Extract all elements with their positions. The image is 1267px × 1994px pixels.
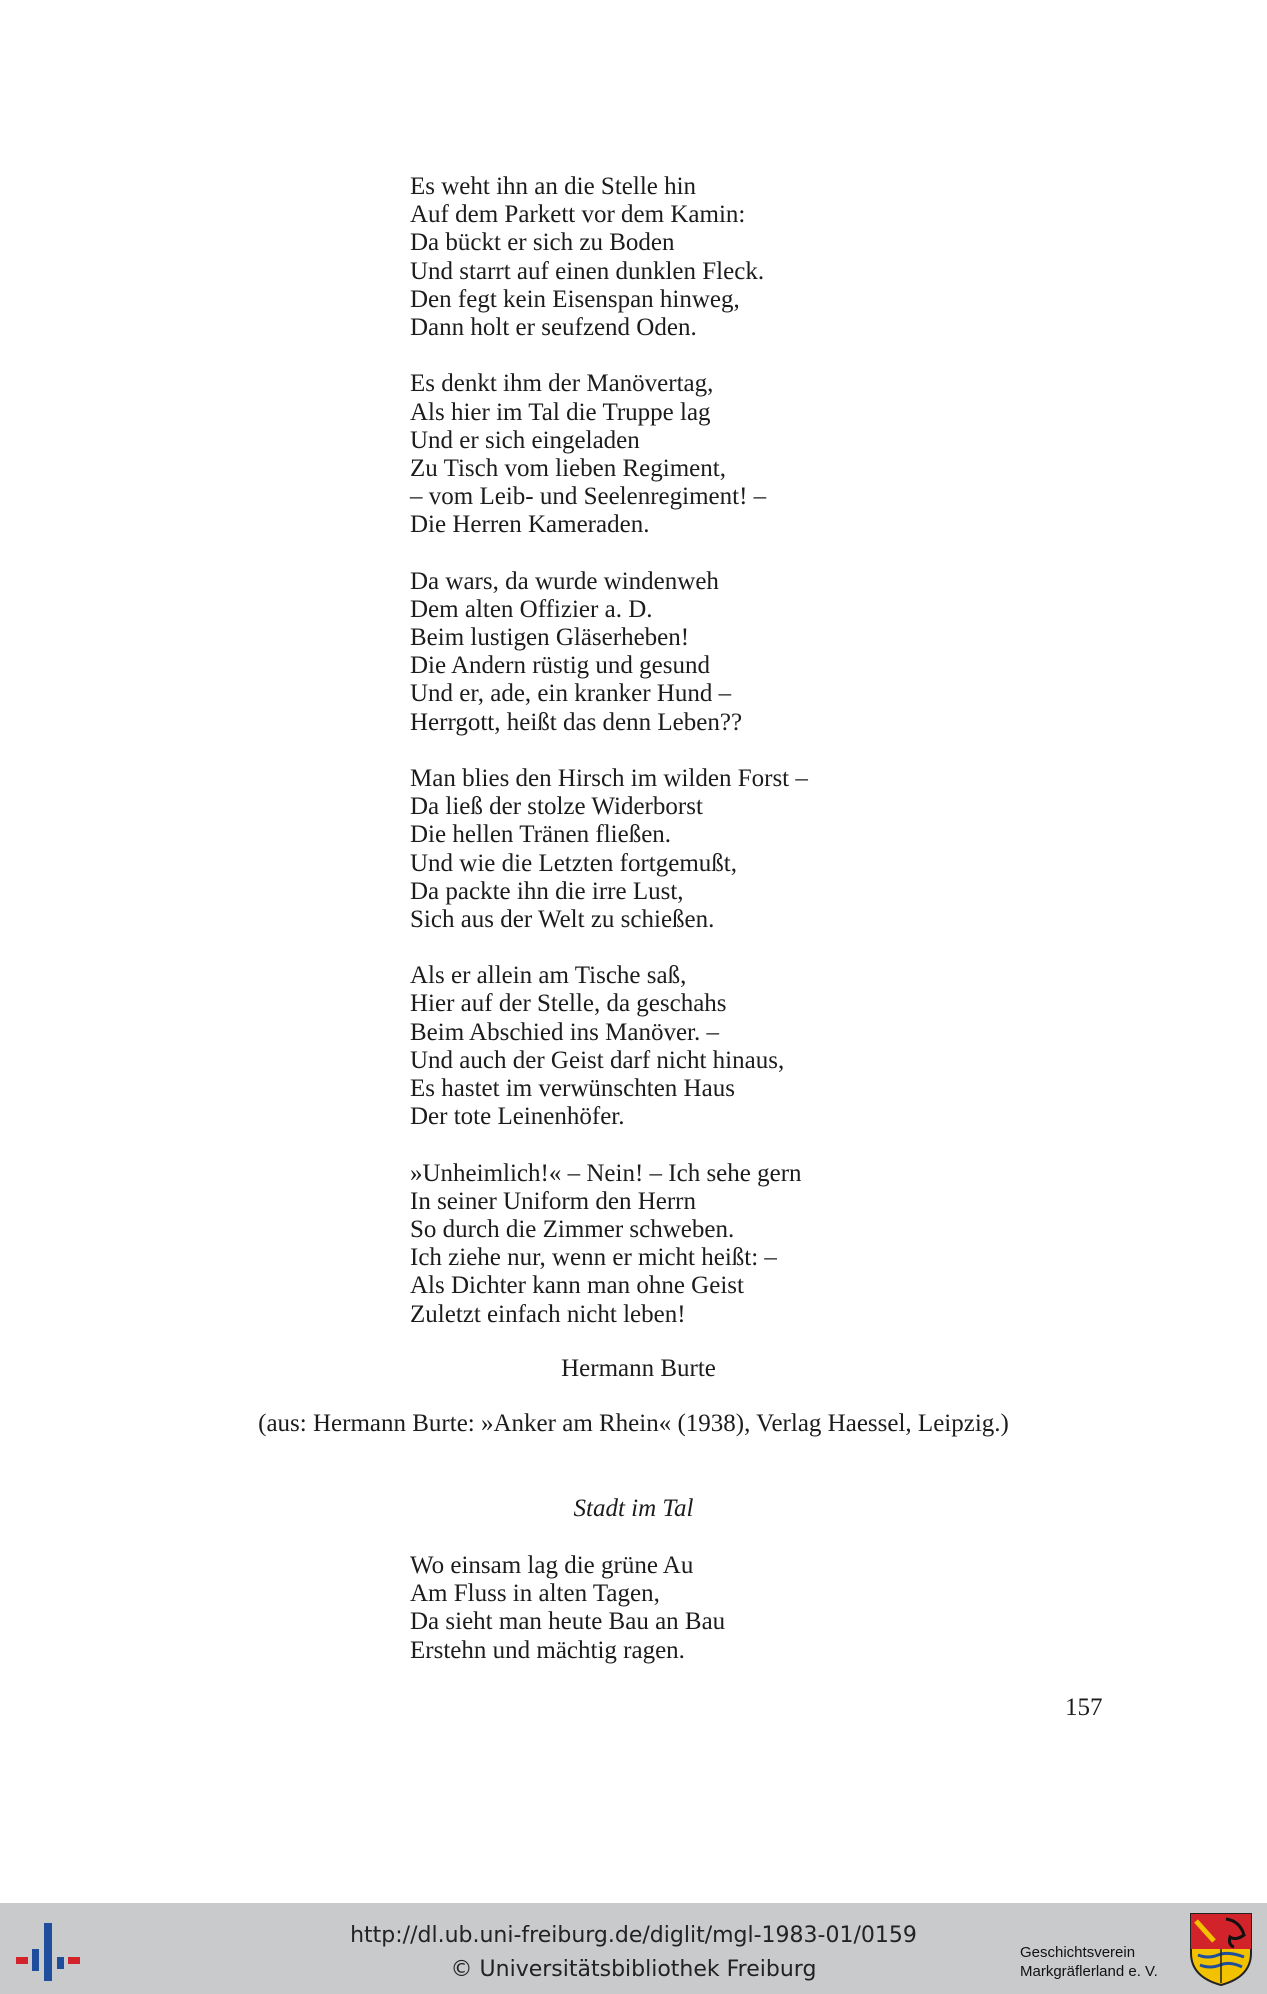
stanza-break [410,342,930,370]
poem-line: Zuletzt einfach nicht leben! [410,1300,686,1328]
poem-line: Und wie die Letzten fortgemußt, [410,849,737,877]
page-number: 157 [1065,1694,1103,1721]
poem-line: Und er sich eingeladen [410,426,640,454]
poem-author: Hermann Burte [561,1355,716,1382]
poem-line: Es weht ihn an die Stelle hin [410,173,697,200]
poem-line: Sich aus der Welt zu schießen. [410,905,715,933]
poem-line: Ich ziehe nur, wenn er micht heißt: – [410,1244,777,1272]
society-name-line2: Markgräflerland e. V. [1020,1963,1158,1980]
poem-line: Wo einsam lag die grüne Au [410,1552,694,1579]
permalink-url[interactable]: http://dl.ub.uni-freiburg.de/diglit/mgl-1983-01/0159 [350,1923,917,1948]
poem-stadt-im-tal [410,1552,930,1665]
poem-line: Der tote Leinenhöfer. [410,1103,625,1131]
poem-line: Die Herren Kameraden. [410,511,650,539]
poem-line: Die hellen Tränen fließen. [410,821,672,849]
poem-source-citation: (aus: Hermann Burte: »Anker am Rhein« (1938), Verlag Haessel, Leipzig.) [258,1410,1009,1437]
poem-line: Die Andern rüstig und gesund [410,652,710,680]
society-name [1020,1943,1158,1981]
poem-line: Den fegt kein Eisenspan hinweg, [410,285,740,313]
poem-line: »Unheimlich!« – Nein! – Ich sehe gern [410,1159,802,1187]
poem-line: Auf dem Parkett vor dem Kamin: [410,201,746,229]
poem-line: Da ließ der stolze Widerborst [410,793,703,821]
poem-line: Da wars, da wurde windenweh [410,567,719,595]
poem-line: Es denkt ihm der Manövertag, [410,370,714,398]
poem-line: – vom Leib- und Seelenregiment! – [410,483,767,511]
poem-line: Beim lustigen Gläserheben! [410,624,690,651]
poem-line: Und er, ade, ein kranker Hund – [410,680,732,708]
poem-line: Dann holt er seufzend Oden. [410,313,697,341]
poem-line: Beim Abschied ins Manöver. – [410,1018,719,1046]
stanza-break [410,737,930,765]
stanza-break [410,934,930,962]
poem-burte [410,173,930,1329]
poem-line: Da sieht man heute Bau an Bau [410,1608,726,1636]
poem-line: Als er allein am Tische saß, [410,962,687,990]
footer-bar [0,1903,1267,1994]
poem-line: Da packte ihn die irre Lust, [410,877,684,905]
stanza-break [410,1131,930,1159]
society-name-line1: Geschichtsverein [1020,1944,1136,1961]
poem-line: Es hastet im verwünschten Haus [410,1075,735,1102]
poem-line: Als hier im Tal die Truppe lag [410,398,711,426]
copyright-notice: © Universitätsbibliothek Freiburg [450,1957,817,1982]
society-crest-icon [1188,1911,1254,1987]
poem-title: Stadt im Tal [573,1495,694,1522]
poem-line: Und auch der Geist darf nicht hinaus, [410,1046,785,1074]
poem-line: So durch die Zimmer schweben. [410,1215,735,1243]
poem-line: Man blies den Hirsch im wilden Forst – [410,764,808,792]
poem-line: In seiner Uniform den Herrn [410,1187,697,1215]
poem-line: Am Fluss in alten Tagen, [410,1580,660,1608]
poem-line: Dem alten Offizier a. D. [410,595,653,623]
poem-line: Hier auf der Stelle, da geschahs [410,990,727,1018]
poem-line: Da bückt er sich zu Boden [410,229,675,257]
poem-line: Als Dichter kann man ohne Geist [410,1272,744,1300]
poem-line: Und starrt auf einen dunklen Fleck. [410,257,765,285]
poem-line: Herrgott, heißt das denn Leben?? [410,708,743,736]
poem-line: Erstehn und mächtig ragen. [410,1636,685,1664]
stanza-break [410,539,930,567]
poem-line: Zu Tisch vom lieben Regiment, [410,454,726,482]
